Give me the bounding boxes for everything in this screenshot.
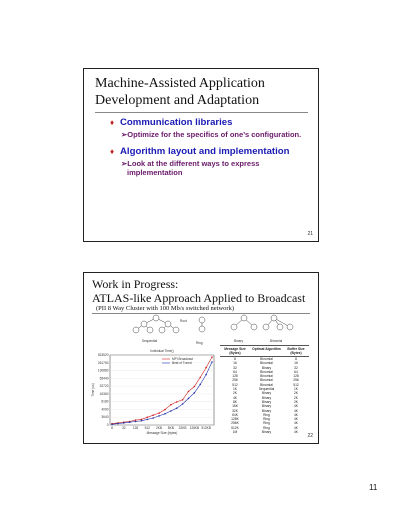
binomial-node: [287, 324, 293, 330]
page-number: 11: [369, 483, 378, 492]
table-cell: Binary: [261, 408, 272, 413]
y-tick-label: 8180: [101, 399, 109, 404]
y-tick-label: 4090: [101, 407, 109, 412]
plot-area: [110, 355, 214, 425]
column-header: Buffer Size (Bytes): [287, 347, 305, 355]
data-point: [146, 419, 148, 421]
table-cell: Binomial: [260, 361, 273, 366]
slide-22: [83, 272, 319, 444]
table-cell: 32: [294, 365, 298, 370]
table-cell: 8K: [232, 399, 238, 404]
table-cell: 4K: [293, 425, 299, 430]
diamond-bullet-icon: ♦: [110, 146, 115, 156]
sub-bullet: ➢Optimize for the specifics of one’s configuration.: [121, 130, 302, 139]
table-cell: 2K: [293, 399, 299, 404]
table-body: [220, 357, 309, 434]
table-cell: Binary: [261, 404, 272, 409]
table-cell: Binomial: [260, 382, 273, 387]
table-cell: Sequential: [258, 387, 275, 392]
title-divider: [95, 112, 308, 113]
data-point: [211, 361, 213, 363]
table-cell: 512: [293, 382, 299, 387]
data-point: [111, 424, 113, 426]
table-cell: 128: [232, 374, 238, 379]
slide-number: 21: [307, 231, 313, 237]
binomial-node: [277, 324, 283, 330]
table-cell: 256: [232, 378, 238, 383]
data-point: [117, 423, 119, 425]
table-cell: Binomial: [260, 378, 273, 383]
bullet-item: [110, 117, 310, 129]
data-point: [170, 410, 172, 412]
table-cell: Binomial: [260, 374, 273, 379]
diagram-label: Ring: [196, 341, 203, 345]
diamond-bullet-icon: ♦: [110, 118, 115, 127]
table-cell: 1K: [232, 387, 238, 392]
table-cell: 8: [234, 357, 236, 361]
y-tick-label: 16360: [99, 391, 109, 396]
tree-node: [153, 315, 159, 321]
data-point: [205, 374, 207, 376]
table-cell: 4K: [293, 430, 299, 435]
y-tick-label: 32720: [99, 384, 109, 389]
data-point: [199, 384, 201, 386]
table-cell: 4K: [232, 395, 238, 400]
x-tick-label: 512KB: [201, 426, 211, 430]
table-cell: 32K: [232, 408, 238, 413]
y-tick-label: 261760: [97, 360, 109, 365]
table-cell: 1M: [232, 430, 238, 435]
table-cell: Binary: [261, 395, 272, 400]
bullet-item: [110, 146, 310, 158]
tree-node: [133, 327, 139, 333]
data-point: [199, 377, 201, 379]
data-point: [141, 419, 143, 421]
table-cell: 256: [293, 378, 299, 383]
table-cell: 32: [233, 365, 237, 370]
table-cell: 4K: [293, 408, 299, 413]
table-cell: 1K: [293, 387, 299, 392]
table-cell: Ring: [263, 421, 270, 426]
bullet-label: Communication libraries: [120, 117, 233, 128]
data-point: [188, 398, 190, 400]
data-point: [141, 420, 143, 422]
table-cell: 2K: [293, 395, 299, 400]
x-tick-label: 32: [121, 426, 126, 430]
y-tick-label: 3640: [101, 415, 109, 420]
tree-node: [159, 327, 165, 333]
data-point: [194, 386, 196, 388]
x-axis-label: Message Size (bytes): [146, 431, 178, 435]
table-cell: 256K: [231, 421, 239, 426]
binomial-node: [271, 315, 277, 321]
table-cell: 16K: [232, 404, 238, 409]
y-tick-label: 523520: [97, 353, 109, 357]
ring-node: [199, 317, 205, 323]
table-cell: Ring: [263, 412, 270, 417]
title-line-1: Work in Progress:: [92, 277, 179, 291]
tree-node: [165, 321, 171, 327]
slide-subtitle: (PII 8 Way Cluster with 100 Mb/s switched network): [96, 305, 235, 312]
data-point: [164, 409, 166, 411]
table-cell: 128K: [231, 417, 239, 422]
table-cell: 16: [233, 361, 237, 366]
table-cell: 4K: [293, 421, 299, 426]
diagram-label: Root: [180, 319, 187, 323]
tree-node: [147, 327, 153, 333]
data-point: [170, 404, 172, 406]
table-cell: Ring: [263, 425, 270, 430]
column-header: Optimal Algorithm: [252, 347, 281, 351]
x-tick-label: 8KB: [167, 426, 174, 430]
table-cell: 64: [233, 369, 237, 374]
x-tick-label: 32KB: [178, 426, 187, 430]
data-point: [211, 356, 213, 358]
x-tick-label: 2KB: [156, 426, 163, 430]
diagram-label: Sequential: [142, 339, 158, 343]
x-tick-label: 512: [144, 426, 150, 430]
data-point: [176, 407, 178, 409]
data-point: [176, 401, 178, 403]
slide-title: Machine-Assisted Application Development and Adaptation: [95, 76, 265, 108]
chart-title: Individual Time(): [150, 349, 174, 353]
ring-node: [199, 326, 205, 332]
table-cell: 2K: [232, 391, 238, 396]
tree-node: [173, 327, 179, 333]
title-line-2: ATLAS-like Approach Applied to Broadcast: [92, 291, 306, 305]
bullet-list: [110, 117, 310, 184]
table-cell: 4K: [293, 404, 299, 409]
binomial-node: [263, 324, 269, 330]
table-cell: 128: [293, 374, 299, 379]
data-point: [129, 421, 131, 423]
data-point: [152, 414, 154, 416]
bullet-label: Algorithm layout and implementation: [120, 145, 290, 157]
data-point: [182, 399, 184, 401]
optimal-algorithm-table: [220, 345, 309, 434]
data-point: [182, 403, 184, 405]
tree-node: [141, 321, 147, 327]
diagram-label: Binary: [234, 339, 244, 343]
y-tick-label: 65440: [99, 376, 109, 381]
table-header: [220, 345, 309, 357]
slide-number: 22: [307, 433, 313, 439]
table-cell: Ring: [263, 417, 270, 422]
table-cell: 64: [294, 369, 298, 374]
table-cell: 64K: [232, 412, 238, 417]
data-point: [205, 367, 207, 369]
table-cell: 4K: [293, 412, 299, 417]
slide-21: [83, 68, 319, 242]
table-cell: 16: [294, 361, 298, 366]
table-cell: 2K: [293, 391, 299, 396]
data-point: [158, 415, 160, 417]
data-point: [188, 391, 190, 393]
x-tick-label: 128: [132, 426, 139, 430]
diagram-label: Binomial: [270, 339, 283, 343]
legend-label: Best of Tuned: [172, 361, 192, 365]
binary-node: [251, 324, 257, 330]
table-cell: 512K: [231, 425, 239, 430]
broadcast-chart: [90, 345, 220, 439]
sub-bullet-text: Look at the different ways to express implementation: [127, 158, 260, 177]
table-cell: Binary: [261, 391, 272, 396]
y-axis-label: Time (us): [91, 383, 95, 397]
table-cell: Binomial: [260, 357, 273, 361]
sub-bullet-text: Optimize for the specifics of one’s configuration.: [127, 130, 302, 139]
data-point: [146, 417, 148, 419]
legend-label: MPI Broadcast: [172, 357, 193, 361]
table-cell: Binary: [261, 399, 272, 404]
table-cell: 512: [232, 382, 238, 387]
column-header: Message Size (Bytes): [224, 347, 246, 355]
table-cell: 8: [295, 357, 297, 361]
data-point: [152, 417, 154, 419]
y-tick-label: 130880: [97, 368, 109, 373]
table-cell: 4K: [293, 417, 299, 422]
table-cell: Binary: [261, 365, 272, 370]
data-point: [135, 419, 137, 421]
title-divider: [92, 313, 310, 314]
data-point: [123, 422, 125, 424]
table-cell: Binomial: [260, 369, 273, 374]
x-tick-label: 128KB: [189, 426, 200, 430]
x-tick-label: 8: [111, 426, 113, 430]
binary-node: [241, 315, 247, 321]
table-row: [220, 430, 309, 434]
data-point: [158, 412, 160, 414]
data-point: [164, 413, 166, 415]
data-point: [194, 392, 196, 394]
binary-node: [231, 324, 237, 330]
table-cell: Binary: [261, 430, 272, 435]
sub-bullet: ➢Look at the different ways to express implementation: [121, 158, 260, 177]
data-point: [135, 421, 137, 423]
y-tick-label: 0: [106, 423, 109, 427]
slide-title: [92, 277, 314, 305]
